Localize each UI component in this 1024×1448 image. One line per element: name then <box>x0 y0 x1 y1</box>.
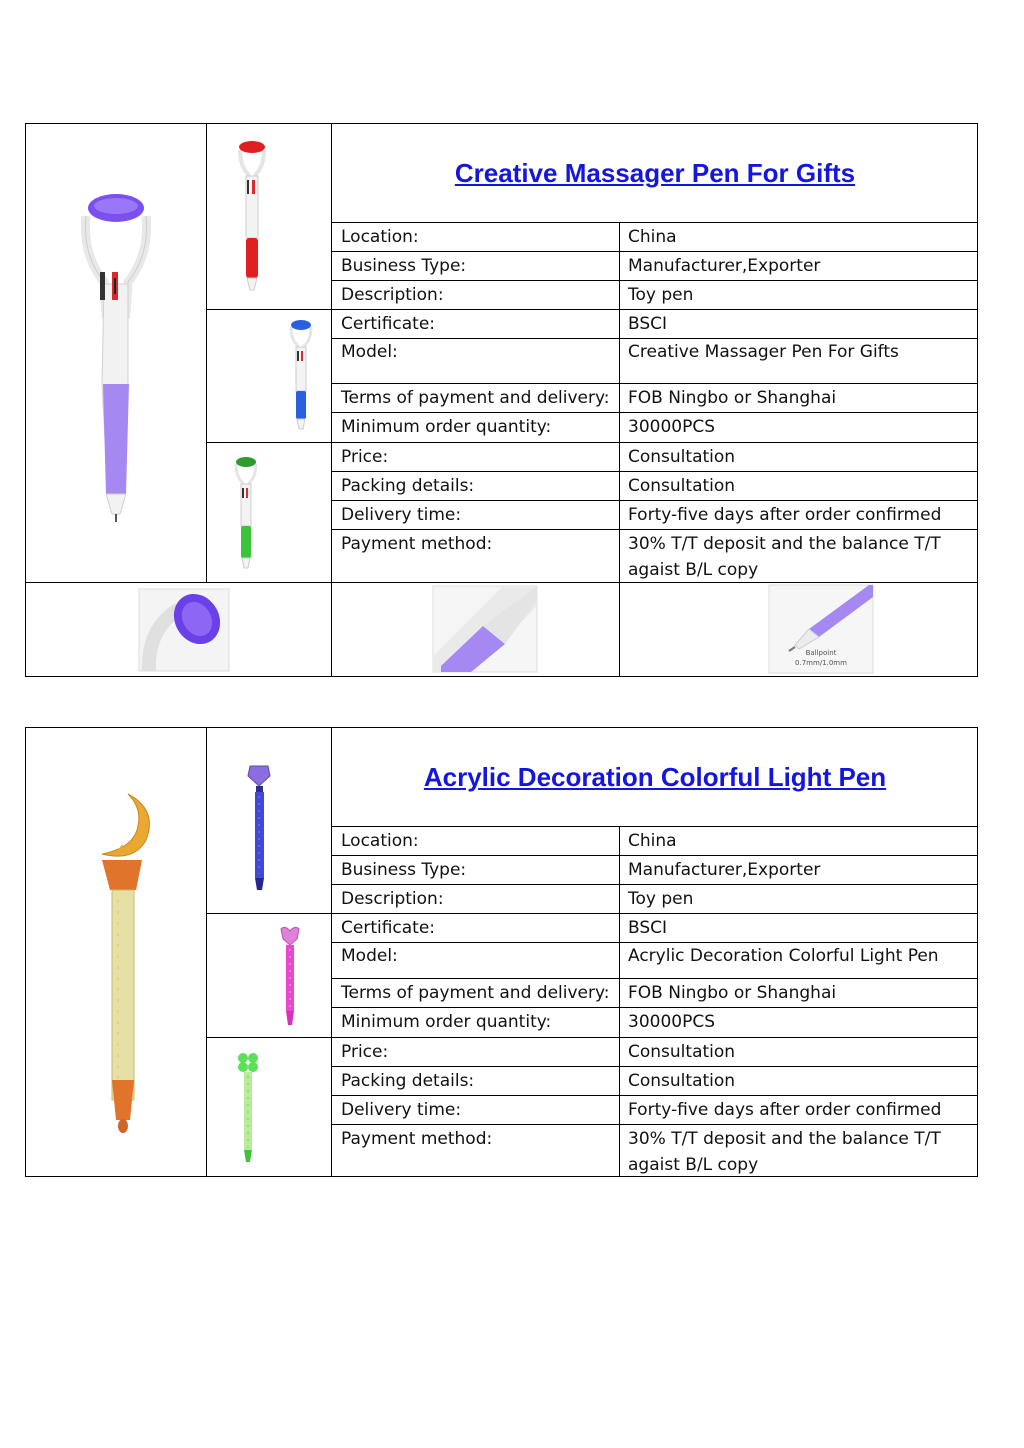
spec-value: Toy pen <box>628 285 694 305</box>
blue-variant-pen-image <box>244 762 274 894</box>
green-variant-pen-image <box>231 456 261 572</box>
spec-value: FOB Ningbo or Shanghai <box>628 983 837 1003</box>
spec-label: Business Type: <box>341 256 467 276</box>
spec-label: Model: <box>341 946 398 966</box>
spec-value: Manufacturer,Exporter <box>628 256 821 276</box>
spec-value: 30000PCS <box>628 1012 715 1032</box>
red-variant-pen-image <box>234 140 270 295</box>
grip-detail-image <box>433 586 537 672</box>
spec-label: Price: <box>341 447 389 467</box>
spec-value: Toy pen <box>628 889 694 909</box>
moon-pen-image <box>88 790 158 1140</box>
spec-value: 30% T/T deposit and the balance T/T <box>628 534 941 554</box>
spec-value: Creative Massager Pen For Gifts <box>628 342 899 362</box>
spec-label: Model: <box>341 342 398 362</box>
spec-value: Consultation <box>628 476 736 496</box>
product-title[interactable]: Creative Massager Pen For Gifts <box>454 157 856 188</box>
product-title[interactable]: Acrylic Decoration Colorful Light Pen <box>423 761 887 792</box>
spec-value: China <box>628 227 677 247</box>
spec-label: Location: <box>341 831 419 851</box>
spec-value: Forty-five days after order confirmed <box>628 505 942 525</box>
spec-label: Payment method: <box>341 534 493 554</box>
spec-label: Packing details: <box>341 1071 475 1091</box>
roller-detail-image <box>139 589 229 671</box>
spec-label: Packing details: <box>341 476 475 496</box>
spec-label: Certificate: <box>341 314 436 334</box>
spec-label: Minimum order quantity: <box>341 1012 552 1032</box>
spec-value: Consultation <box>628 1042 736 1062</box>
spec-value: Consultation <box>628 447 736 467</box>
spec-value: FOB Ningbo or Shanghai <box>628 388 837 408</box>
tip-detail-caption: 0.7mm/1.0mm <box>795 659 847 667</box>
pink-variant-pen-image <box>277 925 303 1031</box>
spec-value-continued: agaist B/L copy <box>628 560 759 580</box>
spec-value: 30000PCS <box>628 417 715 437</box>
spec-label: Delivery time: <box>341 1100 462 1120</box>
spec-label: Terms of payment and delivery: <box>341 983 610 1003</box>
blue-variant-pen-image <box>286 319 316 434</box>
spec-value: 30% T/T deposit and the balance T/T <box>628 1129 941 1149</box>
spec-value: Acrylic Decoration Colorful Light Pen <box>628 946 939 966</box>
spec-value: Manufacturer,Exporter <box>628 860 821 880</box>
spec-value: China <box>628 831 677 851</box>
spec-value: Consultation <box>628 1071 736 1091</box>
tip-detail-caption: Ballpoint <box>805 649 837 657</box>
spec-value-continued: agaist B/L copy <box>628 1155 759 1175</box>
spec-label: Payment method: <box>341 1129 493 1149</box>
spec-label: Description: <box>341 889 444 909</box>
massager-pen-image <box>76 194 156 524</box>
spec-label: Certificate: <box>341 918 436 938</box>
spec-label: Minimum order quantity: <box>341 417 552 437</box>
spec-value: BSCI <box>628 314 668 334</box>
spec-label: Business Type: <box>341 860 467 880</box>
spec-label: Price: <box>341 1042 389 1062</box>
spec-label: Location: <box>341 227 419 247</box>
spec-label: Terms of payment and delivery: <box>341 388 610 408</box>
product-card-light-pen <box>25 727 978 1177</box>
spec-label: Description: <box>341 285 444 305</box>
product-card-massager <box>25 123 978 677</box>
spec-value: BSCI <box>628 918 668 938</box>
spec-value: Forty-five days after order confirmed <box>628 1100 942 1120</box>
green-variant-pen-image <box>233 1052 263 1168</box>
spec-label: Delivery time: <box>341 505 462 525</box>
